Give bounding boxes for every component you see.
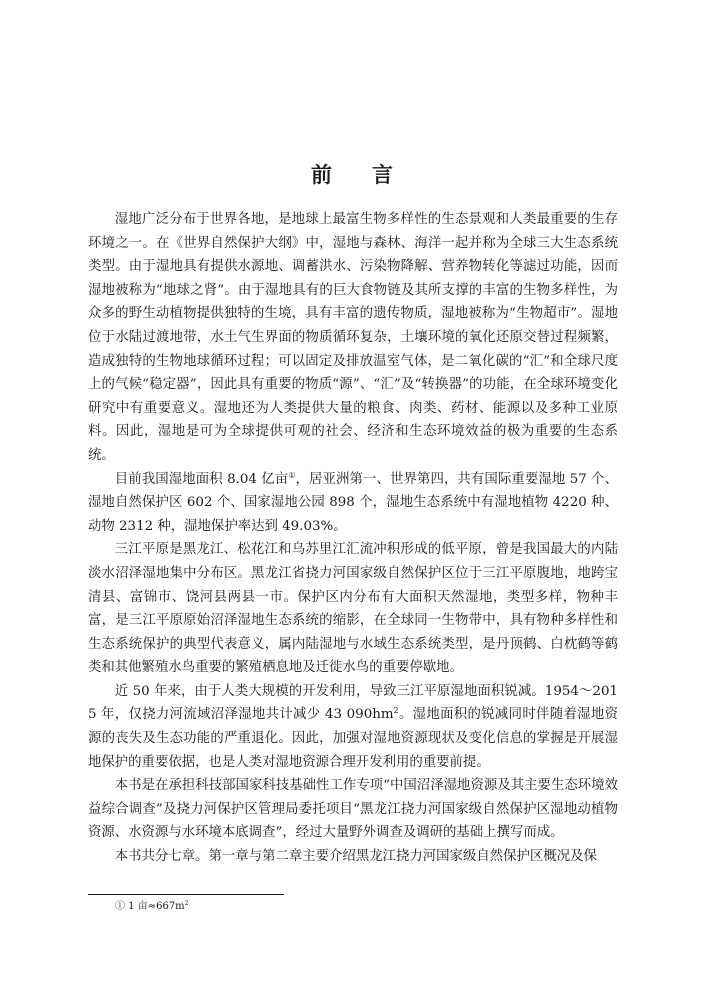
title-char-2: 言 bbox=[372, 162, 395, 187]
footnote: ① 1 亩$\approx 667m^2$ bbox=[115, 900, 189, 912]
footnote-divider bbox=[88, 894, 284, 895]
footnote-mark: ① bbox=[115, 901, 125, 912]
paragraph-6: 本书共分七章。第一章与第二章主要介绍黑龙江挠力河国家级自然保护区概况及保 bbox=[114, 849, 597, 865]
paragraph-3: 三江平原是黑龙江、松花江和乌苏里江汇流冲积形成的低平原，曾是我国最大的内陆淡水沼泽湿地集中分布区。黑龙江省挠力河国家级自然保护区位于三江平原腹地，地跨宝清县、富锦市、饶河县两县一市。保护区内分布有大面积天然湿地，类型多样，物种丰富，是三江平原原始沼泽湿地生态系统的缩影，在全球同一生物带中，具有物种多样性和生态系统保护的典型代表意义，属内陆湿地与水域生态系统类型，是丹顶鹤、白枕鹤等鹤类和其他繁殖水鸟重要的繁殖栖息地及迁徙水鸟的重要停歇地。 bbox=[88, 542, 618, 676]
footnote-reference: ① bbox=[288, 470, 296, 480]
preface-body bbox=[88, 208, 618, 869]
paragraph-1: 湿地广泛分布于世界各地，是地球上最富生物多样性的生态景观和人类最重要的生存环境之一。在《世界自然保护大纲》中，湿地与森林、海洋一起并称为全球三大生态系统类型。由于湿地具有提供水源地、调蓄洪水、污染物降解、营养物转化等滤过功能，因而湿地被称为“地球之肾”。由于湿地具有的巨大食物链及其所支撑的丰富的生物多样性，为众多的野生动植物提供独特的生境，具有丰富的遗传物质，湿地被称为“生物超市”。湿地位于水陆过渡地带，水土气生界面的物质循环复杂，土壤环境的氧化还原交替过程频繁，造成独特的生物地球循环过程；可以固定及排放温室气体，是二氧化碳的“汇”和全球尺度上的气候“稳定器”，因此具有重要的物质“源”、“汇”及“转换器”的功能，在全球环境变化研究中有重要意义。湿地还为人类提供大量的粮食、肉类、药材、能源以及多种工业原料。因此，湿地是可为全球提供可观的社会、经济和生态环境效益的极为重要的生态系统。 bbox=[88, 212, 618, 463]
paragraph-5: 本书是在承担科技部国家科技基础性工作专项“中国沼泽湿地资源及其主要生态环境效益综合调查”及挠力河保护区管理局委托项目“黑龙江挠力河国家级自然保护区湿地动植物资源、水资源与水环境本底调查”，经过大量野外调查及调研的基础上撰写而成。 bbox=[88, 778, 618, 841]
paragraph-2: 目前我国湿地面积 8.04 亿亩①，居亚洲第一、世界第四，共有国际重要湿地 57 个、湿地自然保护区 602 个、国家湿地公园 898 个，湿地生态系统中有湿地植物 4220 种、动物 2312 种，湿地保护率达到 49.03%。 bbox=[88, 470, 619, 534]
title-char-1: 前 bbox=[311, 162, 334, 187]
page-title bbox=[0, 161, 706, 189]
unit-superscript: 2 bbox=[393, 706, 399, 716]
paragraph-4: 近 50 年来，由于人类大规模的开发利用，导致三江平原湿地面积锐减。1954～2015 年，仅挠力河流域沼泽湿地共计减少 43 $090hm^2$。湿地面积的锐减同时伴随着湿地资源的丧失及生态功能的严重退化。因此，加强对湿地资源现状及变化信息的掌握是开展湿地保护的重要依据，也是人类对湿地资源合理开发利用的重要前提。 bbox=[88, 683, 618, 770]
